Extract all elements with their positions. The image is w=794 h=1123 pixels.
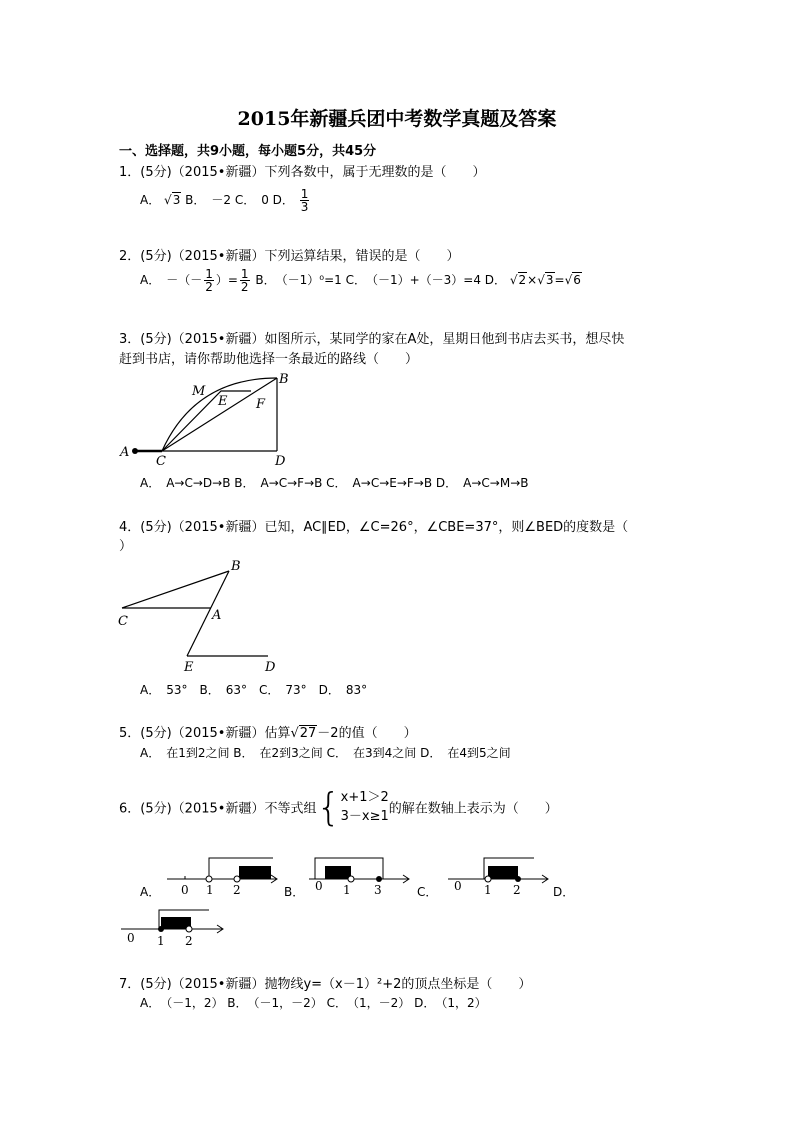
q3-label-b: B [279,372,289,387]
q6b-open-point-1 [348,876,354,882]
q2-sqrt-2: √3 [537,273,554,287]
q2-sqrt-3: √6 [564,273,581,287]
q6-numberline-a [163,852,281,898]
q6d-label-0: 0 [127,931,135,945]
q2-times: × [527,273,538,287]
q6-numberline-b [305,852,413,898]
q6b-shaded-block [325,866,351,879]
q7-options: A． （－1，2） B． （－1，－2） C． （1，－2） D． （1，2） [140,996,487,1010]
q6c-label-2: 2 [513,883,521,897]
q2-sqrt-1: √2 [509,273,527,287]
q6c-label-1: 1 [484,883,492,897]
q2-sqrt-1-radicand: 2 [518,273,527,287]
q6c-open-point-1 [485,876,491,882]
q3-diagram [115,368,305,468]
q3-label-d: D [275,454,286,468]
q6d-label-1: 1 [157,934,165,948]
q6-system [341,788,389,826]
q1-sqrt-radicand: 3 [172,193,181,207]
q6c-label-0: 0 [454,879,462,893]
q2-sqrt-3-radicand: 6 [573,273,581,287]
q1-options [140,188,311,213]
q6-stem [119,785,558,829]
q2-fraction-2-denominator: 2 [240,280,249,294]
q1-option-a-label: A． [140,193,161,207]
q4-stem-line1: 4．(5分)（2015•新疆）已知，AC∥ED，∠C=26°，∠CBE=37°，则∠BED的度数是（ [119,520,629,535]
q6c-shaded-block [488,866,518,879]
q3-point-a [132,448,138,454]
q6-option-d-label: D． [553,885,575,899]
page-title: 2015年新疆兵团中考数学真题及答案 [237,108,557,130]
q6a-shaded-block [239,866,271,879]
q3-label-f: F [256,397,266,412]
q6-inequality-1: x+1＞2 [340,790,389,805]
q3-options: A． A→C→D→B B． A→C→F→B C． A→C→E→F→B D． A→C→M→B [140,476,529,490]
q5-sqrt: √27 [290,726,317,741]
q2-sqrt-2-radicand: 3 [545,273,554,287]
q2-stem: 2．(5分)（2015•新疆）下列运算结果，错误的是（ ） [119,249,460,264]
q6a-open-point-2 [234,876,240,882]
q6-stem-suffix: 的解在数轴上表示为（ ） [388,801,558,817]
q5-sqrt-radicand: 27 [299,726,317,741]
q2-option-a-mid: ）= [215,273,238,287]
q6b-label-0: 0 [315,879,323,893]
q2-fraction-2 [240,268,250,293]
q6-option-b-label: B． [284,885,305,899]
q2-fraction-1-denominator: 2 [205,280,213,294]
q6-numberline-d [119,902,227,948]
q5-options: A． 在1到2之间 B． 在2到3之间 C． 在3到4之间 D． 在4到5之间 [140,746,511,760]
q1-fraction [300,188,310,213]
q2-fraction-1 [204,268,214,293]
q6d-label-2: 2 [185,934,193,948]
q6c-closed-point-2 [515,876,521,882]
q4-options: A． 53° B． 63° C． 73° D． 83° [140,683,368,697]
q4-label-d: D [265,660,276,675]
q6a-label-0: 0 [181,883,189,897]
q4-label-e: E [184,660,194,675]
q6-option-a-label: A． [140,885,161,899]
q6a-label-1: 1 [206,883,214,897]
q1-options-bcd: B． －2 C． 0 D． [185,193,294,207]
q3-stem-line2: 赶到书店，请你帮助他选择一条最近的路线（ ） [119,352,419,367]
q6a-label-2: 2 [233,883,241,897]
q6d-open-point-2 [186,926,192,932]
q2-options [140,268,582,293]
q2-equals: = [554,273,565,287]
q3-label-a: A [120,445,130,460]
q1-sqrt: √3 [164,193,181,207]
q4-label-a: A [212,608,222,623]
q6b-label-3: 3 [374,883,382,897]
q7-stem: 7．(5分)（2015•新疆）抛物线y=（x－1）²+2的顶点坐标是（ ） [119,977,532,992]
q6-numberline-c [444,852,552,898]
q2-options-bcd: B． （－1）⁰=1 C． （－1）+（－3）=4 D． [255,273,507,287]
q6a-open-point-1 [206,876,212,882]
q6b-closed-point-3 [376,876,382,882]
q6b-label-1: 1 [343,883,351,897]
q6-option-c-label: C． [417,885,438,899]
q2-option-a-prefix: A． －（－ [140,273,203,287]
q4-stem-line2: ） [119,539,133,554]
q1-stem: 1．(5分)（2015•新疆）下列各数中，属于无理数的是（ ） [119,165,486,180]
q4-label-b: B [231,559,241,574]
q1-fraction-numerator: 1 [300,187,309,201]
q2-fraction-2-numerator: 1 [240,267,249,281]
q3-label-c: C [156,454,166,468]
section-title: 一、选择题，共9小题，每小题5分，共45分 [119,144,377,159]
q5-stem-prefix: 5．(5分)（2015•新疆）估算 [119,726,291,741]
q5-stem-suffix: －2的值（ ） [317,726,417,741]
q6-brace: { [316,785,341,829]
q4-diagram [114,555,289,675]
q4-label-c: C [118,614,128,629]
q2-fraction-1-numerator: 1 [205,267,213,281]
q6-inequality-2: 3－x≥1 [340,809,389,824]
q1-fraction-denominator: 3 [300,200,309,214]
q3-label-m: M [192,384,206,399]
q3-label-e: E [218,394,228,409]
q6-stem-prefix: 6．(5分)（2015•新疆）不等式组 [119,801,317,817]
q6d-closed-point-1 [158,926,164,932]
q5-stem [119,722,417,741]
q3-stem-line1: 3．(5分)（2015•新疆）如图所示，某同学的家在A处，星期日他到书店去买书，想尽快 [119,332,625,347]
